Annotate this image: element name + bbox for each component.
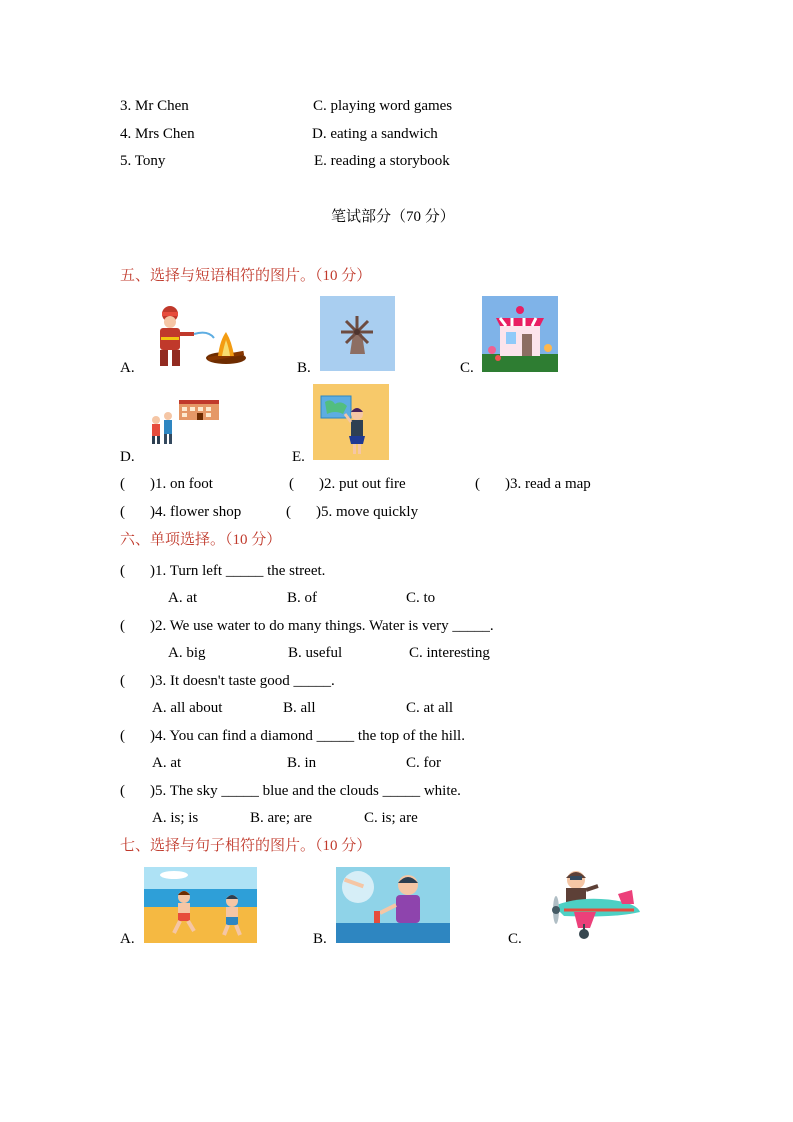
- windmill-picture: [320, 296, 395, 371]
- s5-item-2-bracket: (: [289, 476, 294, 492]
- s5-item-4: )4. flower shop: [150, 504, 242, 520]
- match-right-d: D. eating a sandwich: [312, 126, 438, 142]
- boy-doing-experiment-picture: [336, 867, 450, 943]
- written-part-heading: 笔试部分（70 分）: [331, 209, 455, 225]
- flower-shop-picture: [482, 296, 558, 372]
- s6-q4-option-a: A. at: [152, 755, 182, 771]
- s5-item-5: )5. move quickly: [316, 504, 419, 520]
- s6-q3-option-a: A. all about: [152, 700, 223, 716]
- s5-item-3-bracket: (: [475, 476, 480, 492]
- s7-pic-label-c: C.: [508, 931, 522, 947]
- section-5-title: 五、选择与短语相符的图片。（10 分）: [120, 268, 372, 284]
- s6-q2-option-b: B. useful: [288, 645, 343, 661]
- s5-item-1-bracket: (: [120, 476, 125, 492]
- pic-label-b: B.: [297, 360, 311, 376]
- s6-q5-option-b: B. are; are: [250, 810, 313, 826]
- s6-q5: )5. The sky _____ blue and the clouds _____ white.: [150, 783, 461, 799]
- s6-q5-option-a: A. is; is: [152, 810, 199, 826]
- s5-item-1: )1. on foot: [150, 476, 213, 492]
- match-left-5: 5. Tony: [120, 153, 166, 169]
- s5-item-4-bracket: (: [120, 504, 125, 520]
- s6-q3-bracket: (: [120, 673, 125, 689]
- s6-q1-bracket: (: [120, 563, 125, 579]
- kids-running-on-beach-picture: [144, 867, 257, 943]
- s6-q3-option-b: B. all: [283, 700, 316, 716]
- s6-q1-option-c: C. to: [406, 590, 436, 606]
- firefighter-campfire-picture: [148, 302, 248, 372]
- match-right-c: C. playing word games: [313, 98, 453, 114]
- section-6-title: 六、单项选择。（10 分）: [120, 532, 282, 548]
- s5-item-2: )2. put out fire: [319, 476, 406, 492]
- match-left-4: 4. Mrs Chen: [120, 126, 195, 142]
- pilot-in-plane-picture: [544, 866, 644, 944]
- s7-pic-label-b: B.: [313, 931, 327, 947]
- section-7-title: 七、选择与句子相符的图片。（10 分）: [120, 838, 372, 854]
- s6-q3-option-c: C. at all: [406, 700, 454, 716]
- s5-item-5-bracket: (: [286, 504, 291, 520]
- s6-q4-bracket: (: [120, 728, 125, 744]
- children-walking-picture: [146, 398, 222, 450]
- s6-q1: )1. Turn left _____ the street.: [150, 563, 326, 579]
- s5-item-3: )3. read a map: [505, 476, 591, 492]
- s6-q3: )3. It doesn't taste good _____.: [150, 673, 335, 689]
- s6-q5-option-c: C. is; are: [364, 810, 418, 826]
- match-right-e: E. reading a storybook: [314, 153, 450, 169]
- s6-q4: )4. You can find a diamond _____ the top of the hill.: [150, 728, 465, 744]
- s6-q4-option-c: C. for: [406, 755, 441, 771]
- s6-q2-bracket: (: [120, 618, 125, 634]
- pic-label-c: C.: [460, 360, 474, 376]
- match-left-3: 3. Mr Chen: [120, 98, 189, 114]
- girl-reading-map-picture: [313, 384, 389, 460]
- s6-q2-option-c: C. interesting: [409, 645, 490, 661]
- pic-label-a: A.: [120, 360, 135, 376]
- s6-q2: )2. We use water to do many things. Water is very _____.: [150, 618, 494, 634]
- s6-q1-option-b: B. of: [287, 590, 317, 606]
- pic-label-e: E.: [292, 449, 305, 465]
- s7-pic-label-a: A.: [120, 931, 135, 947]
- s6-q2-option-a: A. big: [168, 645, 206, 661]
- pic-label-d: D.: [120, 449, 135, 465]
- s6-q4-option-b: B. in: [287, 755, 317, 771]
- s6-q5-bracket: (: [120, 783, 125, 799]
- s6-q1-option-a: A. at: [168, 590, 198, 606]
